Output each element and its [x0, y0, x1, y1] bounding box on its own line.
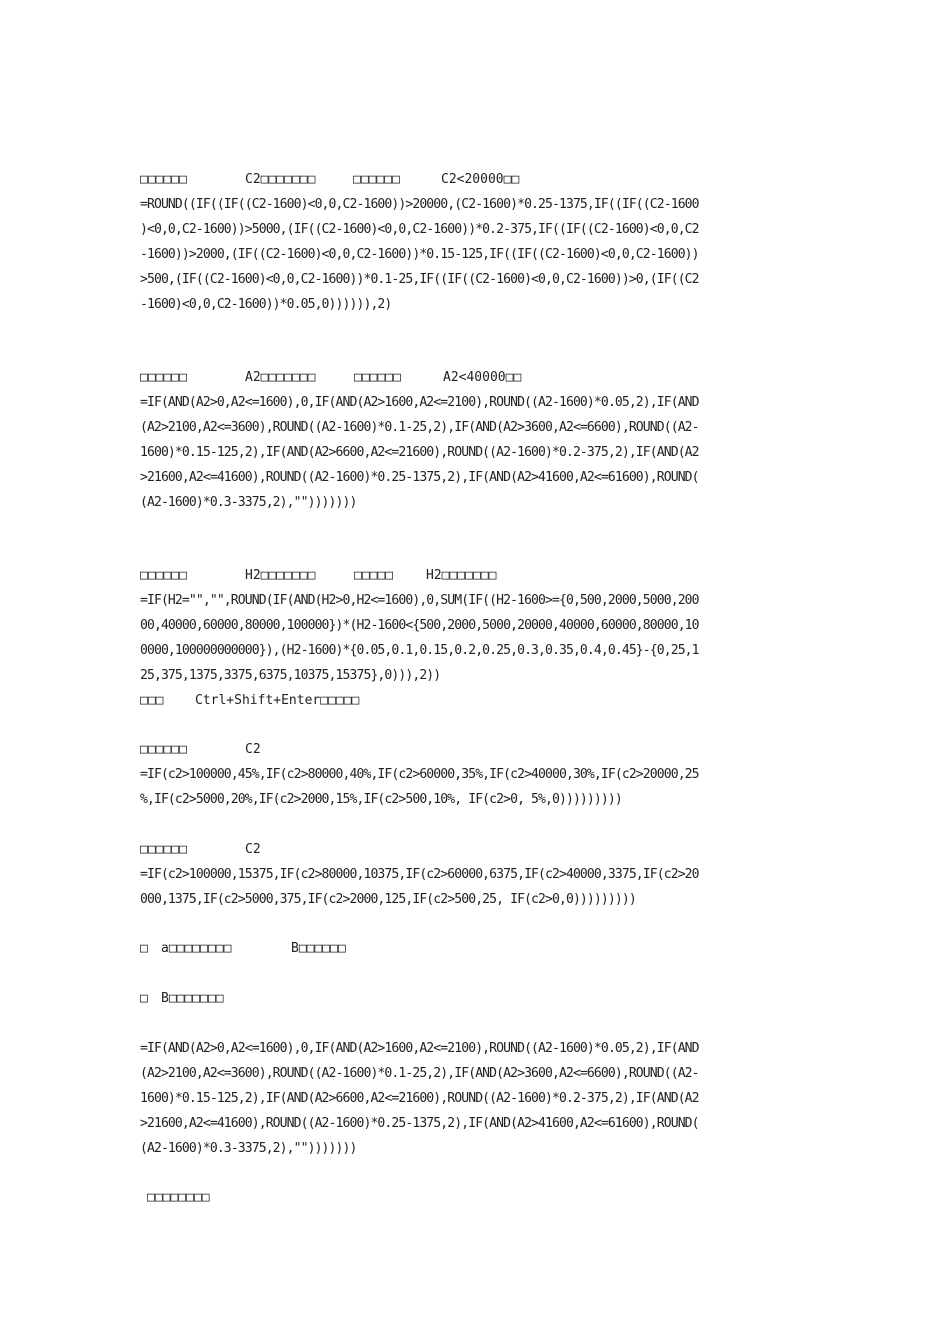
formula-block-1	[140, 167, 820, 317]
formula-block-2	[140, 365, 820, 515]
heading-part: C2	[245, 842, 261, 857]
formula-line: >21600,A2<=41600),ROUND((A2-1600)*0.25-1375,2),IF(AND(A2>41600,A2<=61600),ROUND(	[140, 470, 699, 485]
note-part: Ctrl+Shift+Enter□□□□□	[195, 693, 360, 708]
heading-part: A2<40000□□	[443, 370, 522, 385]
formula-line: =IF(AND(A2>0,A2<=1600),0,IF(AND(A2>1600,A2<=2100),ROUND((A2-1600)*0.05,2),IF(AND	[140, 395, 699, 410]
formula-block-5	[140, 837, 820, 912]
note-part: B□□□□□□	[291, 941, 346, 956]
note-part: B□□□□□□□	[161, 991, 224, 1006]
formula-line: (A2>2100,A2<=3600),ROUND((A2-1600)*0.1-25,2),IF(AND(A2>3600,A2<=6600),ROUND((A2-	[140, 420, 699, 435]
note-line	[140, 986, 820, 1011]
formula-line: =ROUND((IF((IF((C2-1600)<0,0,C2-1600))>20000,(C2-1600)*0.25-1375,IF((IF((C2-1600	[140, 197, 699, 212]
heading-part: □□□□□□	[140, 568, 187, 583]
formula-line: =IF(AND(A2>0,A2<=1600),0,IF(AND(A2>1600,A2<=2100),ROUND((A2-1600)*0.05,2),IF(AND	[140, 1041, 699, 1056]
formula-line: =IF(c2>100000,15375,IF(c2>80000,10375,IF(c2>60000,6375,IF(c2>40000,3375,IF(c2>20	[140, 867, 699, 882]
heading-part: □□□□□	[354, 568, 394, 583]
formula-line: (A2-1600)*0.3-3375,2),"")))))))	[140, 495, 357, 510]
array-formula-note	[140, 688, 820, 713]
note-part: □	[140, 941, 148, 956]
block-heading	[140, 737, 820, 762]
formula-line: >500,(IF((C2-1600)<0,0,C2-1600))*0.1-25,IF((IF((C2-1600)<0,0,C2-1600))>0,(IF((C2	[140, 272, 699, 287]
formula-block-3	[140, 563, 820, 713]
heading-part: □□□□□□	[353, 172, 400, 187]
closing-line: □□□□□□□□	[147, 1190, 210, 1205]
closing-text	[147, 1185, 827, 1210]
heading-part: C2□□□□□□□	[245, 172, 316, 187]
formula-line: 25,375,1375,3375,6375,10375,15375},0))),2))	[140, 668, 441, 683]
formula-line: -1600))>2000,(IF((C2-1600)<0,0,C2-1600))*0.15-125,IF((IF((C2-1600)<0,0,C2-1600))	[140, 247, 699, 262]
heading-part: A2□□□□□□□	[245, 370, 316, 385]
heading-part: H2□□□□□□□	[245, 568, 316, 583]
formula-block-final	[140, 1036, 820, 1161]
formula-line: >21600,A2<=41600),ROUND((A2-1600)*0.25-1375,2),IF(AND(A2>41600,A2<=61600),ROUND(	[140, 1116, 699, 1131]
heading-part: □□□□□□	[140, 370, 187, 385]
formula-line: 000,1375,IF(c2>5000,375,IF(c2>2000,125,IF(c2>500,25, IF(c2>0,0)))))))))	[140, 892, 636, 907]
block-heading	[140, 837, 820, 862]
formula-line: =IF(c2>100000,45%,IF(c2>80000,40%,IF(c2>60000,35%,IF(c2>40000,30%,IF(c2>20000,25	[140, 767, 699, 782]
formula-line: 0000,100000000000}),(H2-1600)*{0.05,0.1,0.15,0.2,0.25,0.3,0.35,0.4,0.45}-{0,25,1	[140, 643, 699, 658]
formula-line: (A2>2100,A2<=3600),ROUND((A2-1600)*0.1-25,2),IF(AND(A2>3600,A2<=6600),ROUND((A2-	[140, 1066, 699, 1081]
heading-part: □□□□□□	[354, 370, 401, 385]
formula-line: (A2-1600)*0.3-3375,2),"")))))))	[140, 1141, 357, 1156]
heading-part: H2□□□□□□□	[426, 568, 497, 583]
heading-part: C2<20000□□	[441, 172, 520, 187]
formula-block-4	[140, 737, 820, 812]
note-a	[140, 936, 820, 961]
block-heading	[140, 167, 820, 192]
formula-line: )<0,0,C2-1600))>5000,(IF((C2-1600)<0,0,C2-1600))*0.2-375,IF((IF((C2-1600)<0,0,C2	[140, 222, 699, 237]
formula-line: 00,40000,60000,80000,100000})*(H2-1600<{500,2000,5000,20000,40000,60000,80000,10	[140, 618, 699, 633]
block-heading	[140, 563, 820, 588]
heading-part: □□□□□□	[140, 172, 187, 187]
formula-line: =IF(H2="","",ROUND(IF(AND(H2>0,H2<=1600),0,SUM(IF((H2-1600>={0,500,2000,5000,200	[140, 593, 699, 608]
formula-line: -1600)<0,0,C2-1600))*0.05,0)))))),2)	[140, 297, 392, 312]
note-part: □	[140, 991, 148, 1006]
heading-part: □□□□□□	[140, 742, 187, 757]
note-b	[140, 986, 820, 1011]
note-part: a□□□□□□□□	[161, 941, 232, 956]
formula-line: 1600)*0.15-125,2),IF(AND(A2>6600,A2<=21600),ROUND((A2-1600)*0.2-375,2),IF(AND(A2	[140, 1091, 699, 1106]
heading-part: □□□□□□	[140, 842, 187, 857]
block-heading	[140, 365, 820, 390]
formula-line: %,IF(c2>5000,20%,IF(c2>2000,15%,IF(c2>500,10%, IF(c2>0, 5%,0)))))))))	[140, 792, 622, 807]
formula-line: 1600)*0.15-125,2),IF(AND(A2>6600,A2<=21600),ROUND((A2-1600)*0.2-375,2),IF(AND(A2	[140, 445, 699, 460]
note-part: □□□	[140, 693, 164, 708]
heading-part: C2	[245, 742, 261, 757]
note-line	[140, 936, 820, 961]
